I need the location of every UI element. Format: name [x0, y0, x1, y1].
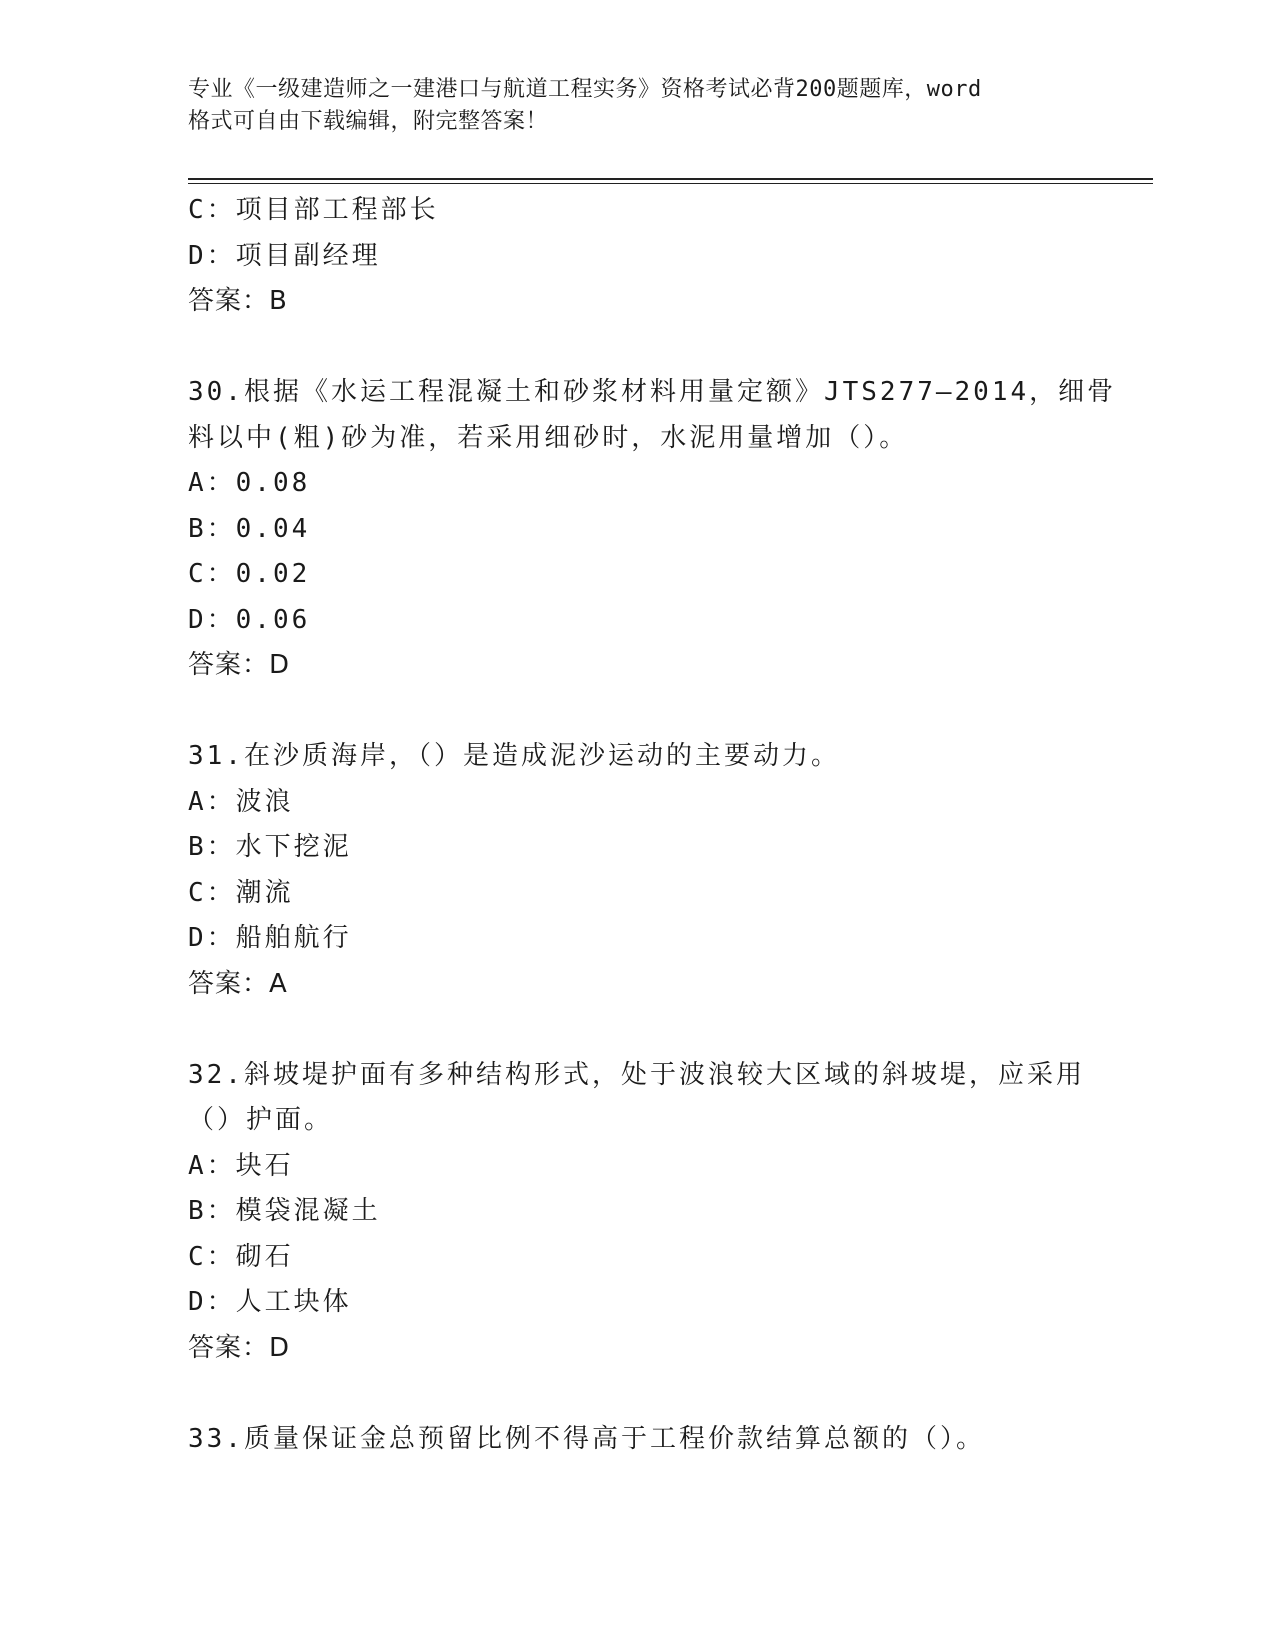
- header-line-2: 格式可自由下载编辑，附完整答案！: [188, 109, 549, 134]
- question-text-line-2: （）护面。: [188, 1105, 334, 1135]
- answer-label: 答案：B: [188, 286, 288, 316]
- question-29: [188, 188, 1088, 325]
- option-a: A：0.08: [188, 468, 311, 498]
- option-b: B：水下挖泥: [188, 832, 352, 862]
- option-d: D：项目副经理: [188, 240, 381, 271]
- spacer: [188, 1007, 1088, 1053]
- header-divider-thin: [188, 183, 1153, 184]
- question-text-line-1: 30.根据《水运工程混凝土和砂浆材料用量定额》JTS277—2014，细骨: [188, 377, 1117, 407]
- option-c: C：潮流: [188, 877, 294, 908]
- question-text-line-1: 33.质量保证金总预留比例不得高于工程价款结算总额的（）。: [188, 1423, 985, 1454]
- option-a: A：波浪: [188, 786, 294, 817]
- spacer: [188, 1371, 1088, 1417]
- option-b: B：模袋混凝土: [188, 1196, 381, 1226]
- option-c: C：0.02: [188, 559, 311, 589]
- question-text-line-2: 料以中(粗)砂为准，若采用细砂时，水泥用量增加（）。: [188, 422, 909, 453]
- option-b: B：0.04: [188, 513, 311, 544]
- question-text-line-1: 31.在沙质海岸，（）是造成泥沙运动的主要动力。: [188, 741, 840, 771]
- answer-label: 答案：D: [188, 1332, 291, 1363]
- question-30: [188, 370, 1117, 689]
- answer-label: 答案：D: [188, 650, 291, 680]
- question-33: [188, 1417, 1088, 1463]
- answer-label: 答案：A: [188, 968, 288, 999]
- header-divider-thick: [188, 178, 1153, 180]
- option-a: A：块石: [188, 1150, 294, 1181]
- question-list: [188, 188, 1117, 1462]
- spacer: [188, 689, 1088, 735]
- option-c: C：项目部工程部长: [188, 195, 439, 225]
- question-31: [188, 734, 1088, 1007]
- question-32: [188, 1053, 1088, 1372]
- option-d: D：人工块体: [188, 1287, 352, 1317]
- spacer: [188, 325, 1088, 371]
- document-header: [188, 74, 1088, 138]
- header-line-1: 专业《一级建造师之一建港口与航道工程实务》资格考试必背200题题库，word: [188, 77, 982, 102]
- question-text-line-1: 32.斜坡堤护面有多种结构形式，处于波浪较大区域的斜坡堤，应采用: [188, 1059, 1085, 1090]
- option-d: D：船舶航行: [188, 923, 352, 953]
- option-d: D：0.06: [188, 604, 311, 635]
- option-c: C：砌石: [188, 1241, 294, 1272]
